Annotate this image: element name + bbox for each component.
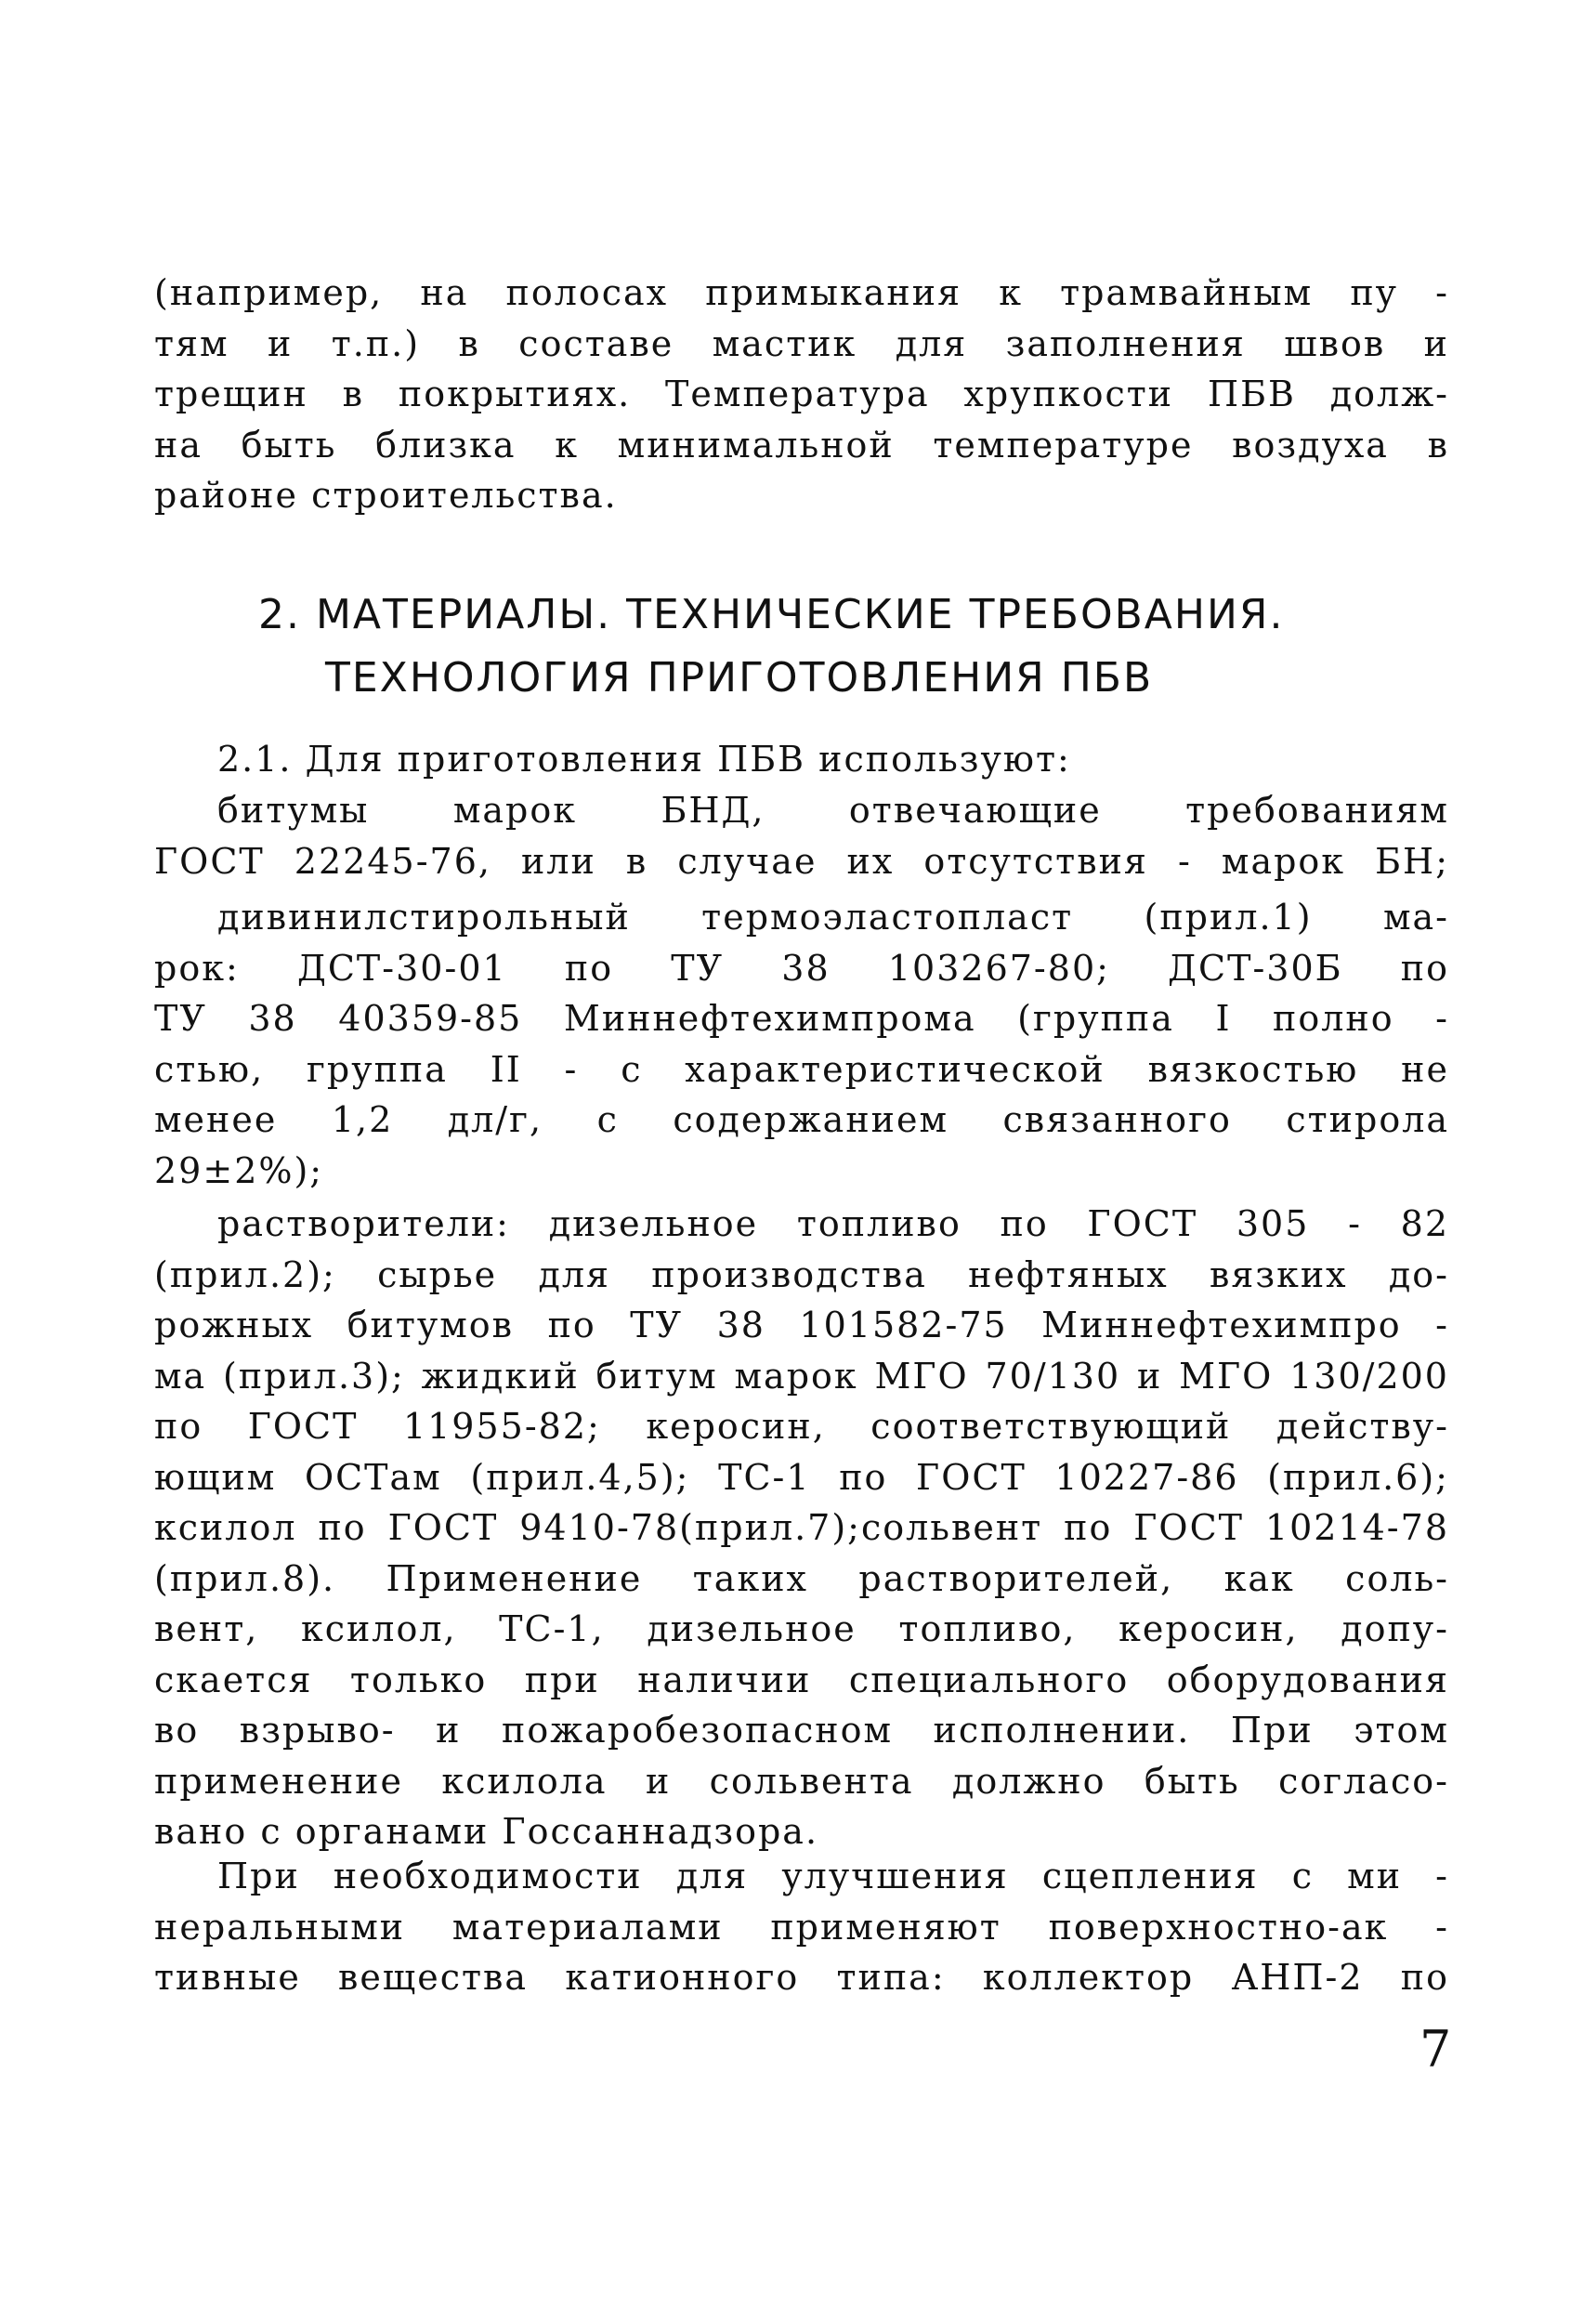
paragraph-line: по ГОСТ 11955-82; керосин, соответствующий действу- — [154, 1406, 1449, 1447]
paragraph-line: ТУ 38 40359-85 Миннефтехимпрома (группа I полно - — [154, 998, 1449, 1039]
intro-line: на быть близка к минимальной температуре воздуха в — [154, 424, 1449, 466]
paragraph-line: вано с органами Госсаннадзора. — [154, 1811, 819, 1852]
paragraph-line: применение ксилола и сольвента должно быть согласо- — [154, 1760, 1449, 1802]
paragraph-line: 29±2%); — [154, 1149, 324, 1191]
paragraph-line: рожных битумов по ТУ 38 101582-75 Миннефтехимпро - — [154, 1305, 1449, 1345]
paragraph-line: При необходимости для улучшения сцепления с ми - — [217, 1856, 1449, 1896]
paragraph-line: 2.1. Для приготовления ПБВ используют: — [217, 739, 1071, 780]
paragraph-line: вент, ксилол, ТС-1, дизельное топливо, керосин, допу- — [154, 1608, 1449, 1649]
paragraph-line: битумы марок БНД, отвечающие требованиям — [217, 790, 1449, 831]
paragraph-thermoelastoplast — [154, 892, 1449, 1196]
paragraph-surfactants — [154, 1851, 1449, 2003]
paragraph-line: растворители: дизельное топливо по ГОСТ 305 - 82 — [217, 1203, 1449, 1244]
intro-line: районе строительства. — [154, 475, 618, 516]
paragraph-line: ющим ОСТам (прил.4,5); ТС-1 по ГОСТ 10227-86 (прил.6); — [154, 1456, 1449, 1498]
intro-line: тям и т.п.) в составе мастик для заполнения швов и — [154, 322, 1449, 364]
intro-line: трещин в покрытиях. Температура хрупкости ПБВ долж- — [154, 374, 1449, 414]
page-number: 7 — [1419, 2020, 1452, 2079]
paragraph-line: рок: ДСТ-30-01 по ТУ 38 103267-80; ДСТ-30Б по — [154, 947, 1449, 989]
paragraph-line: (прил.2); сырье для производства нефтяных вязких до- — [154, 1253, 1449, 1295]
paragraph-line: стью, группа II - с характеристической вязкостью не — [154, 1048, 1449, 1090]
paragraph-line: во взрыво- и пожаробезопасном исполнении. При этом — [154, 1710, 1449, 1751]
paragraph-solvents — [154, 1199, 1449, 1857]
paragraph-line: менее 1,2 дл/г, с содержанием связанного стирола — [154, 1099, 1449, 1140]
paragraph-line: (прил.8). Применение таких растворителей, как соль- — [154, 1557, 1449, 1599]
section-heading-line-1: 2. МАТЕРИАЛЫ. ТЕХНИЧЕСКИЕ ТРЕБОВАНИЯ. — [258, 591, 1285, 638]
paragraph-line: тивные вещества катионного типа: коллектор АНП-2 по — [154, 1957, 1449, 1998]
section-heading — [0, 584, 1596, 710]
paragraph-line: скается только при наличии специального оборудования — [154, 1659, 1449, 1700]
intro-paragraph — [154, 268, 1449, 521]
intro-line: (например, на полосах примыкания к трамвайным пу - — [154, 272, 1449, 313]
paragraph-line: ГОСТ 22245-76, или в случае их отсутствия - марок БН; — [154, 840, 1449, 882]
paragraph-line: неральными материалами применяют поверхностно-ак - — [154, 1906, 1449, 1948]
section-heading-line-2: ТЕХНОЛОГИЯ ПРИГОТОВЛЕНИЯ ПБВ — [325, 654, 1154, 702]
paragraph-line: дивинилстирольный термоэластопласт (прил.1) ма- — [217, 897, 1449, 938]
paragraph-2-1 — [154, 734, 1449, 785]
paragraph-line: ма (прил.3); жидкий битум марок МГО 70/130 и МГО 130/200 — [154, 1355, 1449, 1397]
paragraph-bitumens — [154, 785, 1449, 886]
paragraph-line: ксилол по ГОСТ 9410-78(прил.7);сольвент по ГОСТ 10214-78 — [154, 1507, 1449, 1548]
